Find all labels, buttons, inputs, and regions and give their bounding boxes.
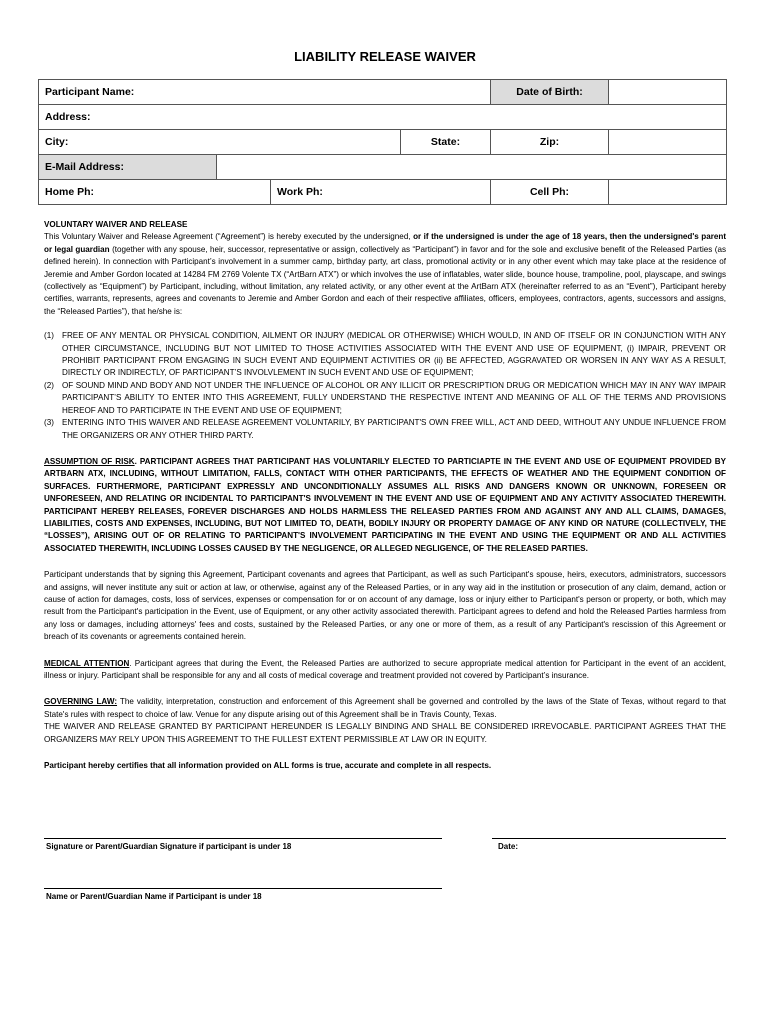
address-field[interactable]	[39, 105, 727, 130]
state-field[interactable]	[401, 130, 491, 155]
signature-line[interactable]	[44, 838, 442, 839]
irrevocable-paragraph: THE WAIVER AND RELEASE GRANTED BY PARTICIPANT HEREUNDER IS LEGALLY BINDING AND SHALL BE CONSIDERED IRREVOCABLE. PARTICIPANT AGREES THAT THE ORGANIZERS MAY RELY UPON THIS AGREEMENT TO THE FULLEST EXTENT PERMISSIBLE AT LAW OR IN EQUITY.	[44, 722, 726, 744]
cell-phone-label: Cell Ph:	[491, 180, 609, 205]
date-of-birth-field[interactable]	[609, 80, 727, 105]
certification-statement: Participant hereby certifies that all information provided on ALL forms is true, accurate and complete in all respects.	[44, 761, 492, 771]
city-field[interactable]	[39, 130, 401, 155]
zip-field[interactable]	[609, 130, 727, 155]
waiver-body	[44, 219, 726, 772]
state-label: State:	[430, 136, 461, 148]
email-label: E-Mail Address:	[39, 155, 217, 180]
city-label: City:	[45, 136, 69, 148]
participant-name-field[interactable]	[39, 80, 491, 105]
covenant-paragraph: Participant understands that by signing this Agreement, Participant covenants and agrees that Participant, as well as such Participant's spouse, heirs, executors, administrators, successors and assigns, will never institute any suit or action at law, or otherwise, against any of the Released Parties, or in any way aid in the institution or prosecution of any claim, demand, action or cause of action for damages, costs, loss of services, expenses or compensation for or on account of any damage, loss or injury either to Participant's person or property, or both, which may result from the Participant's participation in the Event, use of Equipment, or any other activity associated therewith. Participant agrees to defend and hold the Released Parties harmless from any loss or damages, including attorneys' fees and costs, sustained by the Released Parties, or any one or more of them, as a result of any Participant's rescission of this Agreement or breach of its covenants or agreements contained herein.	[44, 570, 726, 642]
participant-info-form	[38, 79, 727, 205]
home-phone-field[interactable]	[39, 180, 271, 205]
list-item: (3) ENTERING INTO THIS WAIVER AND RELEASE AGREEMENT VOLUNTARILY, BY PARTICIPANT'S OWN FREE WILL, ACT AND DEED, WITHOUT ANY UNDUE INFLUENCE FROM THE ORGANIZERS OR ANY OTHER THIRD PARTY.	[44, 418, 726, 440]
work-phone-field[interactable]	[271, 180, 491, 205]
waiver-intro: This Voluntary Waiver and Release Agreement (“Agreement”) is hereby executed by the undersigned, or if the undersigned is under the age of 18 years, then the undersigned's parent or legal guardian (together with any spouse, heir, successor, representative or assign, collectively as “Participant”) in favor and for the sole and exclusive benefit of the Released Parties (as defined herein). In connection with Participant’s involvement in a summer camp, birthday party, art class, promotional activity or in any other event which may take place at the residence of Jeremie and Amber Gordon located at 14284 FM 2769 Volente TX (“ArtBarn ATX”) or which involves the use of inflatables, water slide, bounce house, trampoline, pool, playscape, and swings (collectively as “Equipment”) by Participant, including, without limitation, any related activity, or any other event at the ArtBarn ATX (hereinafter referred to as an “Event”), Participant hereby certifies, warrants, represents, agrees and covenants to Jeremie and Amber Gordon and each of their respective affiliates, officers, employees, contractors, agents, successors and assigns, the “Released Parties”), that he/she is:	[44, 232, 727, 316]
date-of-birth-label: Date of Birth:	[491, 80, 609, 105]
list-item: (2) OF SOUND MIND AND BODY AND NOT UNDER THE INFLUENCE OF ALCOHOL OR ANY ILLICIT OR PRESCRIPTION DRUG OR MEDICATION WHICH MAY IN ANY WAY IMPAIR PARTICIPANT’S ABILITY TO ENTER INTO THIS AGREEMENT, FULLY UNDERSTAND THE RESPECTIVE INTENT AND MEANING OF ALL OF THE TERMS AND PROVISIONS HEREOF AND TO PARTICIPATE IN THE EVENT AND USE OF EQUIPMENT;	[44, 380, 726, 415]
list-item: (1) FREE OF ANY MENTAL OR PHYSICAL CONDITION, AILMENT OR INJURY (MEDICAL OR OTHERWISE) WHICH WOULD, IN AND OF ITSELF OR IN CONJUNCTION WITH ANY OTHER CIRCUMSTANCE, INCLUDING BUT NOT LIMITED TO THOSE ACTIVITIES ASSOCIATED WITH THE EVENT AND USE OF EQUIPMENT, (i) IMPAIR, PREVENT OR PROHIBIT PARTICIPANT FROM ENGAGING IN SUCH EVENT AND EQUIPMENT ACTIVITIES OR (ii) BE AFFECTED, AGGRAVATED OR WORSEN IN ANY WAY AS A RESULT, DIRECTLY OR INDIRECTLY, OF PARTICIPANT’S INVOLVLEMENT IN SUCH EVENT AND USE OF EQUIPMENT;	[44, 331, 726, 378]
signature-label: Signature or Parent/Guardian Signature if participant is under 18	[46, 842, 292, 851]
name-label: Name or Parent/Guardian Name if Participant is under 18	[46, 892, 262, 901]
waiver-heading: VOLUNTARY WAIVER AND RELEASE	[44, 220, 188, 229]
home-phone-label: Home Ph:	[45, 186, 95, 198]
zip-label: Zip:	[491, 130, 609, 155]
date-label: Date:	[498, 842, 519, 851]
assumption-of-risk-paragraph: ASSUMPTION OF RISK. PARTICIPANT AGREES THAT PARTICIPANT HAS VOLUNTARILY ELECTED TO PARTICIAPTE IN THE EVENT AND USE OF EQUIPMENT PROVIDED BY ARTBARN ATX, INCLUDING, WITHOUT LIMITATION, FALLS, CONTACT WITH OTHER PARTICIPANTS, THE EFFECTS OF WEATHER AND THE EQUIPMENT CONDITION OF SURFACES. FURTHERMORE, PARTICIPANT EXPRESSLY AND UNCONDITIONALLY ASSUMES ALL RISKS AND DANGERS KNOWN OR UNKNOWN, FORESEEN OR UNFORESEEN, AND RELATING OR INCIDENTAL TO PARTICIPANT'S INVOLVEMENT IN THE EVENT AND USE OF EQUIPMENT AND ANY ACTIVITY ASSOCIATED THEREWITH. PARTICIPANT HEREBY RELEASES, FOREVER DISCHARGES AND HOLDS HARMLESS THE RELEASED PARTIES FROM AND AGAINST ANY AND ALL CLAIMS, DAMAGES, LIABILITIES, COSTS AND EXPENSES, INCLUDING, BUT NOT LIMITED TO, DEATH, BODILY INJURY OR PROPERTY DAMAGE OF ANY KIND OR NATURE (COLLECTIVELY, THE “LOSSES”), ARISING OUT OF OR RELATING TO PARTICIPANT'S INVOLVEMENT PARTICIPATING IN THE EVENT AND USING THE EQUIPMENT OR AND ALL ACTIVITIES ASSOCIATED THEREWITH, INCLUDING LOSSES CAUSED BY THE NEGLIGENCE, OR ALLEGED NEGLIGENCE, OF THE RELEASED PARTIES.	[44, 456, 726, 553]
certification-list	[44, 330, 726, 442]
date-line[interactable]	[492, 838, 726, 839]
participant-name-label: Participant Name:	[45, 86, 135, 98]
name-line[interactable]	[44, 888, 442, 889]
governing-law-paragraph: GOVERNING LAW: The validity, interpretation, construction and enforcement of this Agreement shall be governed and controlled by the laws of the State of Texas, without regard to that State's rules with respect to choice of law. Venue for any dispute arising out of this Agreement shall be in Travis County, Texas.	[44, 697, 726, 719]
email-field[interactable]	[217, 155, 727, 180]
address-label: Address:	[45, 111, 91, 123]
page-title: LIABILITY RELEASE WAIVER	[294, 49, 476, 64]
medical-attention-paragraph: MEDICAL ATTENTION. Participant agrees that during the Event, the Released Parties are authorized to secure appropriate medical attention for Participant in the event of an accident, illness or injury. Participant shall be responsible for any and all costs of medical coverage and treatment provided not covered by Participant’s insurance.	[44, 658, 726, 680]
cell-phone-field[interactable]	[609, 180, 727, 205]
work-phone-label: Work Ph:	[277, 186, 323, 198]
